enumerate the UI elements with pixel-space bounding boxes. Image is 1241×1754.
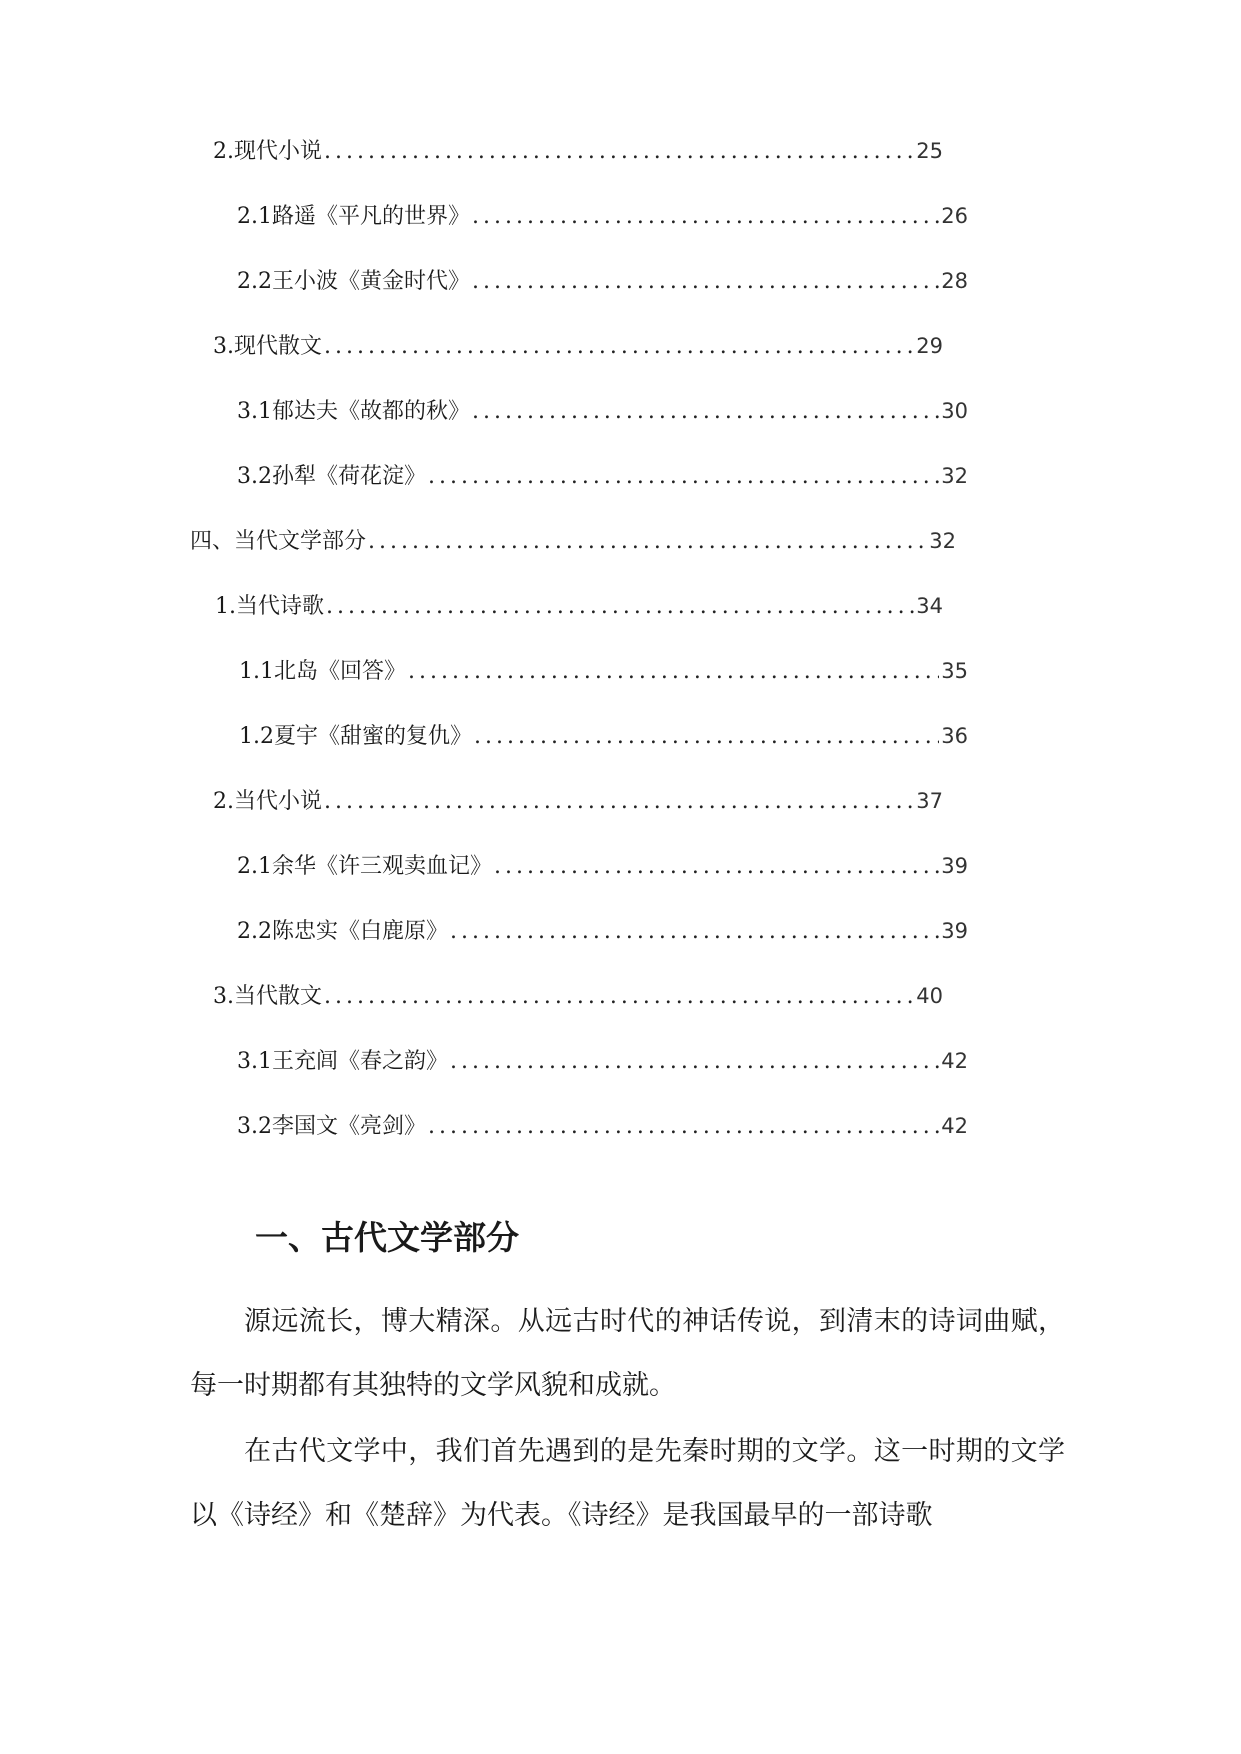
toc-dot-leader xyxy=(472,397,939,427)
toc-entry-page: 29 xyxy=(916,334,943,358)
toc-entry-title: 王小波《黄金时代》 xyxy=(272,269,471,294)
toc-entry-number: 1.1 xyxy=(239,659,274,684)
toc-entry-title: 北岛《回答》 xyxy=(274,659,407,684)
body-paragraph: 在古代文学中，我们首先遇到的是先秦时期的文学。这一时期的文学以《诗经》和《楚辞》为代表。《诗经》是我国最早的一部诗歌 xyxy=(190,1436,1065,1531)
toc-entry-number: 1. xyxy=(215,594,236,619)
toc-entry-title: 现代散文 xyxy=(234,334,323,359)
toc-entry-title: 孙犁《荷花淀》 xyxy=(272,464,427,489)
toc-entry-page: 26 xyxy=(941,204,968,228)
toc-entry[interactable] xyxy=(237,461,968,491)
toc-entry-page: 35 xyxy=(941,659,968,683)
toc-entry[interactable] xyxy=(213,331,943,361)
toc-entry-number: 2.2 xyxy=(237,919,272,944)
toc-entry-title: 余华《许三观卖血记》 xyxy=(272,854,493,879)
toc-entry-chapter[interactable] xyxy=(190,526,956,556)
toc-entry[interactable] xyxy=(237,266,968,296)
toc-entry-number: 2.1 xyxy=(237,204,272,229)
toc-dot-leader xyxy=(450,1047,939,1077)
toc-entry-page: 28 xyxy=(941,269,968,293)
toc-entry-number: 2. xyxy=(213,789,234,814)
toc-entry[interactable] xyxy=(213,136,943,166)
toc-entry-number: 2.2 xyxy=(237,269,272,294)
toc-entry[interactable] xyxy=(239,721,968,751)
toc-entry-number: 3. xyxy=(213,334,234,359)
toc-entry-title: 当代诗歌 xyxy=(236,594,325,619)
toc-entry[interactable] xyxy=(215,591,943,621)
toc-entry[interactable] xyxy=(213,786,943,816)
toc-entry-number: 3.2 xyxy=(237,464,272,489)
toc-dot-leader xyxy=(474,722,939,752)
toc-entry-page: 32 xyxy=(941,464,968,488)
toc-entry-title: 李国文《亮剑》 xyxy=(272,1114,427,1139)
toc-entry-page: 40 xyxy=(916,984,943,1008)
toc-entry-page: 32 xyxy=(929,529,956,553)
toc-entry[interactable] xyxy=(237,1111,968,1141)
toc-entry-number: 3. xyxy=(213,984,234,1009)
toc-entry-page: 25 xyxy=(916,139,943,163)
toc-entry-title: 王充闾《春之韵》 xyxy=(272,1049,449,1074)
toc-entry-number: 3.2 xyxy=(237,1114,272,1139)
toc-entry-title: 路遥《平凡的世界》 xyxy=(272,204,471,229)
toc-entry-page: 39 xyxy=(941,854,968,878)
toc-entry[interactable] xyxy=(237,201,968,231)
toc-entry-title: 郁达夫《故都的秋》 xyxy=(272,399,471,424)
toc-dot-leader xyxy=(428,462,939,492)
toc-entry[interactable] xyxy=(237,851,968,881)
toc-dot-leader xyxy=(428,1112,939,1142)
toc-dot-leader xyxy=(326,592,914,622)
toc-entry-page: 37 xyxy=(916,789,943,813)
toc-entry[interactable] xyxy=(237,396,968,426)
toc-dot-leader xyxy=(324,982,914,1012)
section-heading: 一、古代文学部分 xyxy=(255,1218,519,1257)
toc-entry-page: 42 xyxy=(941,1114,968,1138)
toc-entry-title: 夏宇《甜蜜的复仇》 xyxy=(274,724,473,749)
toc-entry-title: 当代小说 xyxy=(234,789,323,814)
toc-entry-number: 2.1 xyxy=(237,854,272,879)
toc-entry-title: 现代小说 xyxy=(234,139,323,164)
toc-dot-leader xyxy=(324,787,914,817)
toc-entry-number: 2. xyxy=(213,139,234,164)
toc-entry-number: 3.1 xyxy=(237,1049,272,1074)
toc-entry-title: 四、当代文学部分 xyxy=(190,529,367,554)
toc-entry[interactable] xyxy=(237,916,968,946)
toc-entry-page: 39 xyxy=(941,919,968,943)
toc-dot-leader xyxy=(472,202,939,232)
toc-entry-page: 30 xyxy=(941,399,968,423)
toc-entry-page: 42 xyxy=(941,1049,968,1073)
toc-dot-leader xyxy=(324,332,914,362)
toc-entry-title: 当代散文 xyxy=(234,984,323,1009)
toc-dot-leader xyxy=(368,527,927,557)
toc-dot-leader xyxy=(324,137,914,167)
toc-entry[interactable] xyxy=(239,656,968,686)
toc-entry-page: 34 xyxy=(916,594,943,618)
body-paragraph: 源远流长，博大精深。从远古时代的神话传说，到清末的诗词曲赋，每一时期都有其独特的文学风貌和成就。 xyxy=(190,1306,1065,1401)
toc-entry[interactable] xyxy=(213,981,943,1011)
toc-dot-leader xyxy=(472,267,939,297)
toc-entry-number: 1.2 xyxy=(239,724,274,749)
toc-dot-leader xyxy=(450,917,939,947)
toc-entry-page: 36 xyxy=(941,724,968,748)
toc-dot-leader xyxy=(408,657,939,687)
toc-entry-title: 陈忠实《白鹿原》 xyxy=(272,919,449,944)
toc-entry[interactable] xyxy=(237,1046,968,1076)
toc-entry-number: 3.1 xyxy=(237,399,272,424)
body-text xyxy=(190,1290,1065,1550)
toc-dot-leader xyxy=(494,852,939,882)
